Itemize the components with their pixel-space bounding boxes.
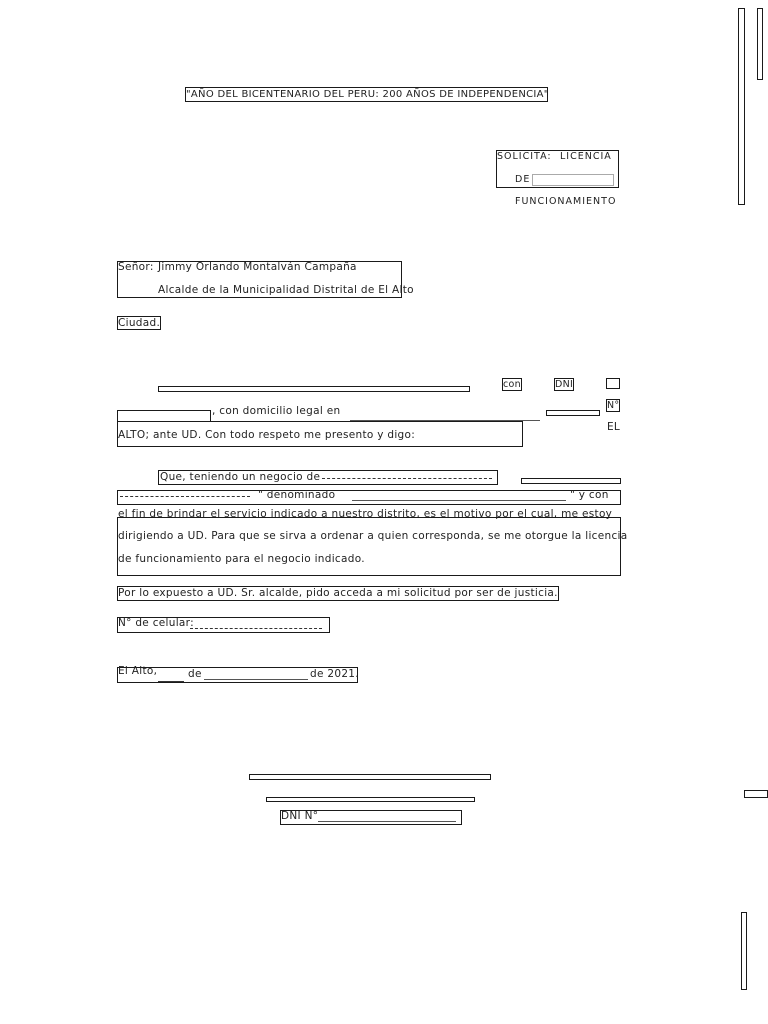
dirigiendo-text: dirigiendo a UD. Para que se sirva a ordenar a quien corresponda, se me otorgue la licencia bbox=[118, 530, 628, 542]
name-field[interactable] bbox=[158, 386, 470, 392]
signature-line[interactable] bbox=[249, 774, 491, 780]
denominado-box bbox=[117, 490, 621, 505]
date-de2: de 2021. bbox=[310, 668, 359, 680]
addressee-position: Alcalde de la Municipalidad Distrital de El Alto bbox=[158, 284, 414, 296]
subject-funcionamiento: FUNCIONAMIENTO bbox=[515, 196, 617, 207]
negocio-type-field[interactable] bbox=[521, 478, 621, 484]
con-label: con bbox=[503, 379, 521, 390]
dni-field[interactable] bbox=[606, 378, 620, 389]
date-de1: de bbox=[188, 668, 202, 680]
dni-signature-line[interactable] bbox=[318, 821, 456, 822]
domicilio-field[interactable] bbox=[546, 410, 600, 416]
expuesto-text: Por lo expuesto a UD. Sr. alcalde, pido acceda a mi solicitud por ser de justicia. bbox=[118, 587, 558, 599]
denominado-text: " denominado bbox=[258, 489, 336, 501]
dash-before-denominado bbox=[120, 496, 250, 497]
year-motto: "AÑO DEL BICENTENARIO DEL PERU: 200 AÑOS DE INDEPENDENCIA" bbox=[186, 89, 549, 100]
funcionamiento-text: de funcionamiento para el negocio indicado. bbox=[118, 553, 365, 565]
subject-de: DE bbox=[515, 174, 531, 185]
subject-label: SOLICITA: bbox=[497, 151, 552, 162]
month-line[interactable] bbox=[204, 679, 308, 680]
subject-value: LICENCIA bbox=[560, 151, 612, 162]
celular-label: N° de celular: bbox=[118, 617, 194, 629]
que-text: Que, teniendo un negocio de bbox=[160, 471, 321, 483]
scrollbar-track-bottom[interactable] bbox=[741, 912, 747, 990]
subject-field bbox=[532, 174, 614, 186]
no-label: N° bbox=[607, 400, 620, 411]
salutation: Señor: bbox=[118, 261, 154, 273]
alto-text: ALTO; ante UD. Con todo respeto me presento y digo: bbox=[118, 429, 416, 441]
celular-line[interactable] bbox=[190, 628, 322, 629]
city: Ciudad. bbox=[118, 317, 161, 329]
day-line[interactable] bbox=[158, 681, 184, 682]
scrollbar-handle[interactable] bbox=[744, 790, 768, 798]
scrollbar-thumb-top[interactable] bbox=[757, 8, 763, 80]
name-signature-line[interactable] bbox=[266, 797, 475, 802]
scrollbar-track-top[interactable] bbox=[738, 8, 745, 205]
addressee-name: Jimmy Orlando Montalván Campaña bbox=[158, 261, 357, 273]
dirigiendo-box bbox=[117, 517, 621, 576]
el-label: EL bbox=[607, 421, 621, 433]
y-con-text: " y con bbox=[570, 489, 609, 501]
fin-text: el fin de brindar el servicio indicado a nuestro distrito, es el motivo por el cual, me estoy bbox=[118, 508, 613, 520]
dni-signature-label: DNI N° bbox=[281, 810, 319, 822]
negocio-dash-line bbox=[322, 478, 492, 479]
domicilio-text: , con domicilio legal en bbox=[212, 405, 341, 417]
denominado-line bbox=[352, 500, 566, 501]
date-place: El Alto, bbox=[118, 665, 158, 677]
dni-label: DNI bbox=[555, 379, 574, 390]
